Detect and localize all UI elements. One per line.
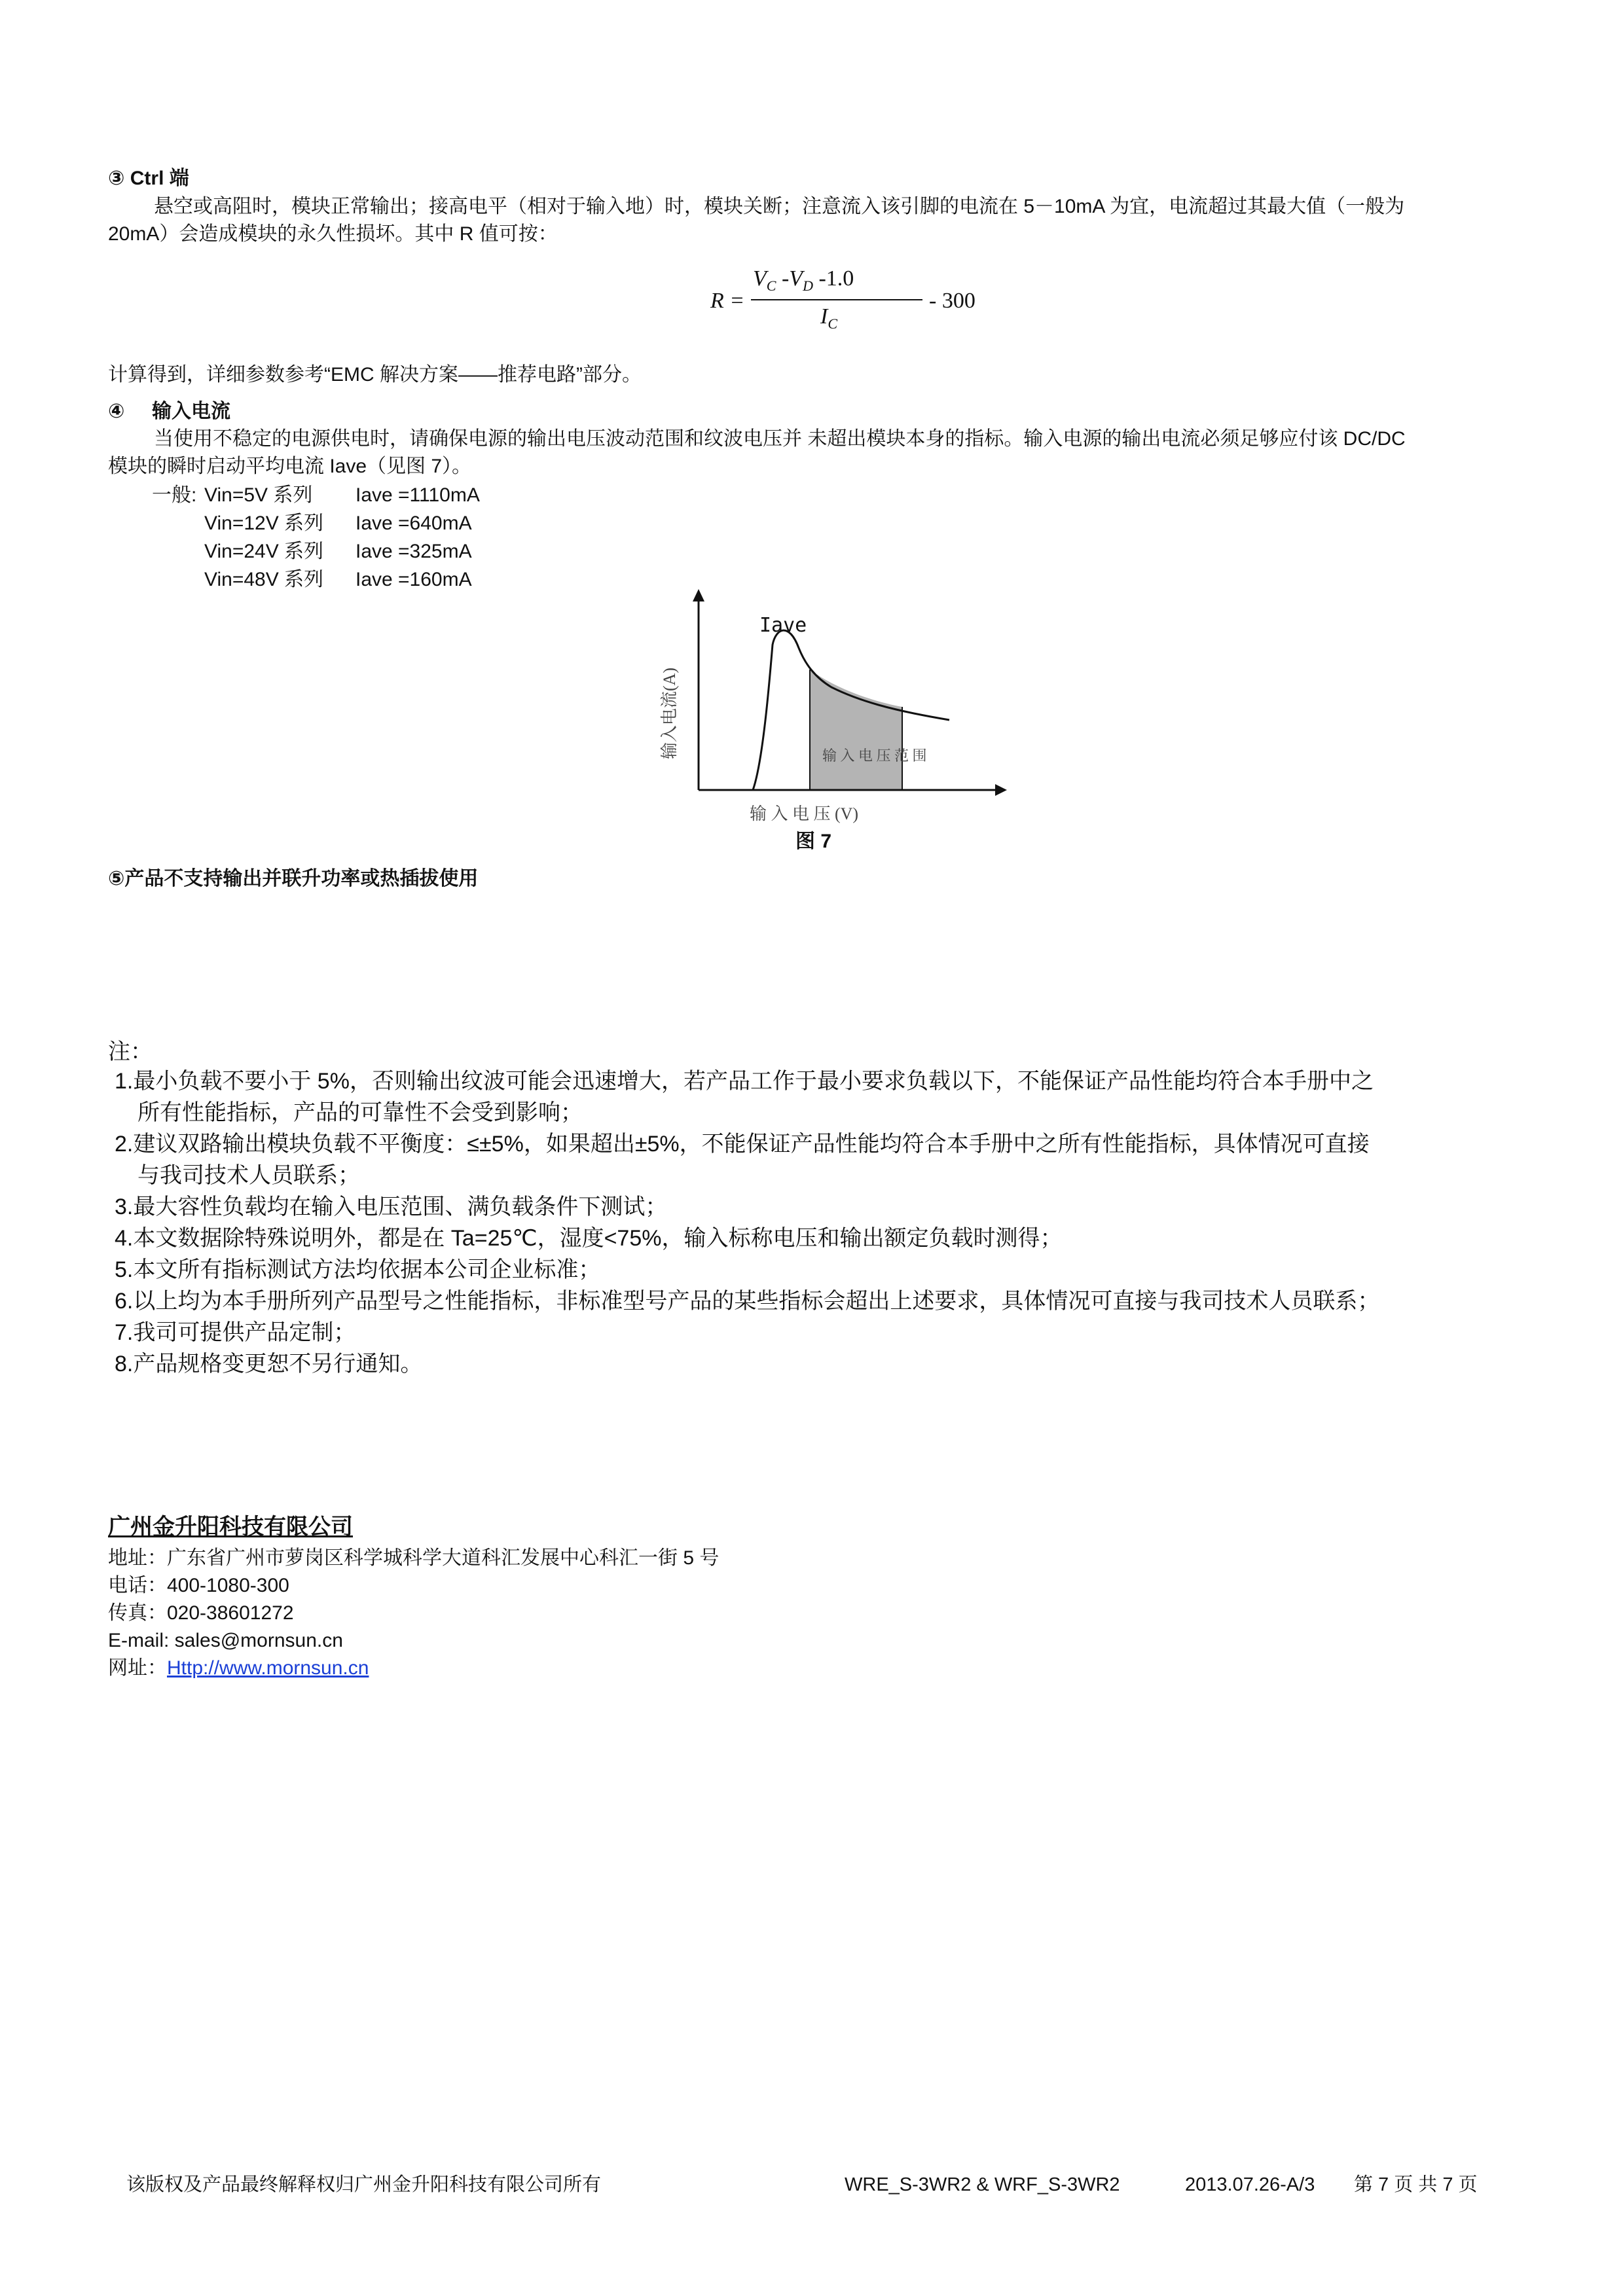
input-current-paragraph-line1: 当使用不稳定的电源供电时，请确保电源的输出电压波动范围和纹波电压并 未超出模块本身的指标。输入电源的输出电流必须足够应付该 DC/DC xyxy=(154,428,1406,450)
ctrl-paragraph-line2: 20mA）会造成模块的永久性损坏。其中 R 值可按： xyxy=(108,223,558,245)
series-iave-0: Iave =1110mA xyxy=(356,484,480,506)
note-8: 8.产品规格变更恕不另行通知。 xyxy=(115,1352,423,1376)
company-website xyxy=(108,1655,369,1682)
iave-label: Iave xyxy=(759,614,807,637)
formula-vd-sub: D xyxy=(803,277,813,294)
footer-model: WRE_S-3WR2 & WRF_S-3WR2 xyxy=(845,2174,1120,2195)
range-label: 输 入 电 压 范 围 xyxy=(822,747,927,764)
range-fill xyxy=(810,670,902,790)
item5-text: ⑤产品不支持输出并联升功率或热插拔使用 xyxy=(108,868,479,889)
x-axis-arrow xyxy=(995,784,1007,796)
formula-vc-sub: C xyxy=(766,277,776,294)
general-prefix: 一般: xyxy=(152,484,197,506)
formula-minus: - xyxy=(776,266,790,291)
formula-numerator xyxy=(753,266,854,295)
formula-ic: I xyxy=(820,304,828,329)
notes-title: 注： xyxy=(108,1039,153,1064)
company-fax: 传真：020-38601272 xyxy=(108,1602,294,1624)
x-axis-label: 输 入 电 压 (V) xyxy=(750,804,859,823)
series-vin-2: Vin=24V 系列 xyxy=(204,541,324,562)
formula-denominator xyxy=(820,304,837,332)
note-2: 2.建议双路输出模块负载不平衡度：≤±5%，如果超出±5%，不能保证产品性能均符合本手册中之所有性能指标，具体情况可直接 xyxy=(115,1132,1370,1157)
company-email: E-mail: sales@mornsun.cn xyxy=(108,1630,343,1651)
series-vin-3: Vin=48V 系列 xyxy=(204,569,324,590)
ctrl-after-text: 计算得到，详细参数参考“EMC 解决方案——推荐电路”部分。 xyxy=(108,364,642,386)
note-6: 6.以上均为本手册所列产品型号之性能指标，非标准型号产品的某些指标会超出上述要求，具体情况可直接与我司技术人员联系； xyxy=(115,1289,1380,1314)
r-formula xyxy=(710,265,1005,344)
note-2-cont: 与我司技术人员联系； xyxy=(137,1163,360,1188)
note-3: 3.最大容性负载均在输入电压范围、满负载条件下测试； xyxy=(115,1194,668,1219)
company-name: 广州金升阳科技有限公司 xyxy=(108,1515,353,1539)
website-prefix: 网址： xyxy=(108,1657,167,1679)
series-iave-1: Iave =640mA xyxy=(356,512,472,534)
footer-page: 第 7 页 共 7 页 xyxy=(1354,2174,1478,2195)
note-7: 7.我司可提供产品定制； xyxy=(115,1320,356,1345)
website-link[interactable]: Http://www.mornsun.cn xyxy=(167,1657,369,1679)
note-1-cont: 所有性能指标，产品的可靠性不会受到影响； xyxy=(137,1100,583,1125)
y-axis-arrow xyxy=(693,589,704,601)
formula-lhs: R = xyxy=(710,289,745,313)
footer-version: 2013.07.26-A/3 xyxy=(1185,2174,1315,2195)
series-vin-0: Vin=5V 系列 xyxy=(204,484,313,506)
formula-vc: V xyxy=(753,266,767,291)
input-current-paragraph-line2: 模块的瞬时启动平均电流 Iave（见图 7）。 xyxy=(108,456,472,477)
formula-vd: V xyxy=(789,266,803,291)
fraction-bar xyxy=(751,299,922,300)
ctrl-heading: ③ Ctrl 端 xyxy=(108,168,189,189)
series-iave-2: Iave =325mA xyxy=(356,541,472,562)
series-iave-3: Iave =160mA xyxy=(356,569,472,590)
figure-caption: 图 7 xyxy=(795,831,832,852)
note-1: 1.最小负载不要小于 5%，否则输出纹波可能会迅速增大，若产品工作于最小要求负载以下，不能保证产品性能均符合本手册中之 xyxy=(115,1069,1374,1094)
input-current-heading-num: ④ xyxy=(108,401,125,422)
formula-ic-sub: C xyxy=(828,315,838,332)
series-vin-1: Vin=12V 系列 xyxy=(204,512,324,534)
footer-copyright: 该版权及产品最终解释权归广州金升阳科技有限公司所有 xyxy=(126,2174,602,2195)
input-current-heading: 输入电流 xyxy=(152,401,230,422)
note-5: 5.本文所有指标测试方法均依据本公司企业标准； xyxy=(115,1257,601,1282)
company-phone: 电话：400-1080-300 xyxy=(108,1575,289,1596)
note-4: 4.本文数据除特殊说明外，都是在 Ta=25℃，湿度<75%，输入标称电压和输出额定负载时测得； xyxy=(115,1226,1063,1251)
formula-tail: - 300 xyxy=(929,289,976,313)
y-axis-label: 输入电流(A) xyxy=(660,667,679,759)
ctrl-paragraph-line1: 悬空或高阻时，模块正常输出；接高电平（相对于输入地）时，模块关断；注意流入该引脚的电流在 5－10mA 为宜，电流超过其最大值（一般为 xyxy=(154,196,1405,217)
formula-num-rest: -1.0 xyxy=(812,266,854,291)
company-address: 地址：广东省广州市萝岗区科学城科学大道科汇发展中心科汇一街 5 号 xyxy=(108,1547,720,1569)
